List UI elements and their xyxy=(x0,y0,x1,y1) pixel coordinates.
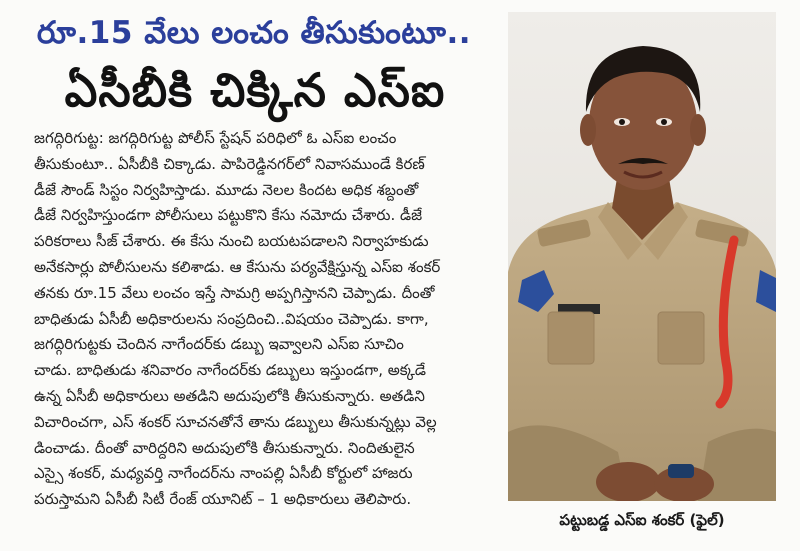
body-line: పరికరాలు సీజ్ చేశారు. ఈ కేసు నుంచి బయటపడాలని నిర్వాహకుడు xyxy=(34,232,429,251)
body-line: డీజే సౌండ్ సిస్టం నిర్వహిస్తాడు. మూడు నెలల కిందట అధిక శబ్దంతో xyxy=(34,180,419,199)
body-line: ఎస్సై శంకర్, మధ్యవర్తి నాగేందర్‌ను నాంపల్లి ఏసీబీ కోర్టులో హాజరు xyxy=(34,464,413,483)
photo-caption: పట్టుబడ్డ ఎస్ఐ శంకర్ (ఫైల్) xyxy=(559,511,725,529)
body-line: అనేకసార్లు పోలీసులను కలిశాడు. ఆ కేసును పర్యవేక్షిస్తున్న ఎస్ఐ శంకర్ xyxy=(34,257,441,276)
body-line: డించాడు. దీంతో వారిద్దరిని అదుపులోకి తీసుకున్నారు. నిందితులైన xyxy=(34,438,415,457)
body-line: చాడు. బాధితుడు శనివారం నాగేందర్‌కు డబ్బులు ఇస్తుండగా, అక్కడే xyxy=(34,361,426,380)
kicker-subheadline: రూ.15 వేలు లంచం తీసుకుంటూ.. xyxy=(36,15,472,51)
body-line: డీజే నిర్వహిస్తుండగా పోలీసులు పట్టుకొని కేసు నమోదు చేశారు. డీజే xyxy=(34,206,423,225)
body-line: విచారించగా, ఎస్ శంకర్ సూచనతోనే తాను డబ్బులు తీసుకున్నట్లు వెల్ల xyxy=(34,412,437,431)
body-line: తీసుకుంటూ.. ఏసీబీకి చిక్కాడు. పాపిరెడ్డినగర్‌లో నివాసముండే కిరణ్ xyxy=(34,154,425,173)
body-line: పరుస్తామని ఏసీబీ సిటీ రేంజ్ యూనిట్ – 1 అధికారులు తెలిపారు. xyxy=(34,490,412,509)
body-line: ఉన్న ఏసీబీ అధికారులు అతడిని అదుపులోకి తీసుకున్నారు. అతడిని xyxy=(34,386,425,405)
headline: ఏసీబీకి చిక్కిన ఎస్ఐ xyxy=(64,63,446,117)
body-line: జగద్గిరిగుట్ట: జగద్గిరిగుట్ట పోలీస్ స్టేషన్ పరిధిలో ఓ ఎస్ఐ లంచం xyxy=(34,129,397,147)
portrait-photo-icon xyxy=(508,12,776,501)
body-line: జగద్గిరిగుట్టకు చెందిన నాగేందర్‌కు డబ్బు ఇవ్వాలని ఎస్ఐ సూచిం xyxy=(34,335,404,354)
body-line: బాధితుడు ఏసీబీ అధికారులను సంప్రదించి..విషయం చెప్పాడు. కాగా, xyxy=(34,309,429,328)
article-body xyxy=(34,126,502,513)
portrait-photo xyxy=(508,12,776,501)
body-line: తనకు రూ.15 వేలు లంచం ఇస్తే సామగ్రి అప్పగిస్తానని చెప్పాడు. దీంతో xyxy=(34,283,435,302)
